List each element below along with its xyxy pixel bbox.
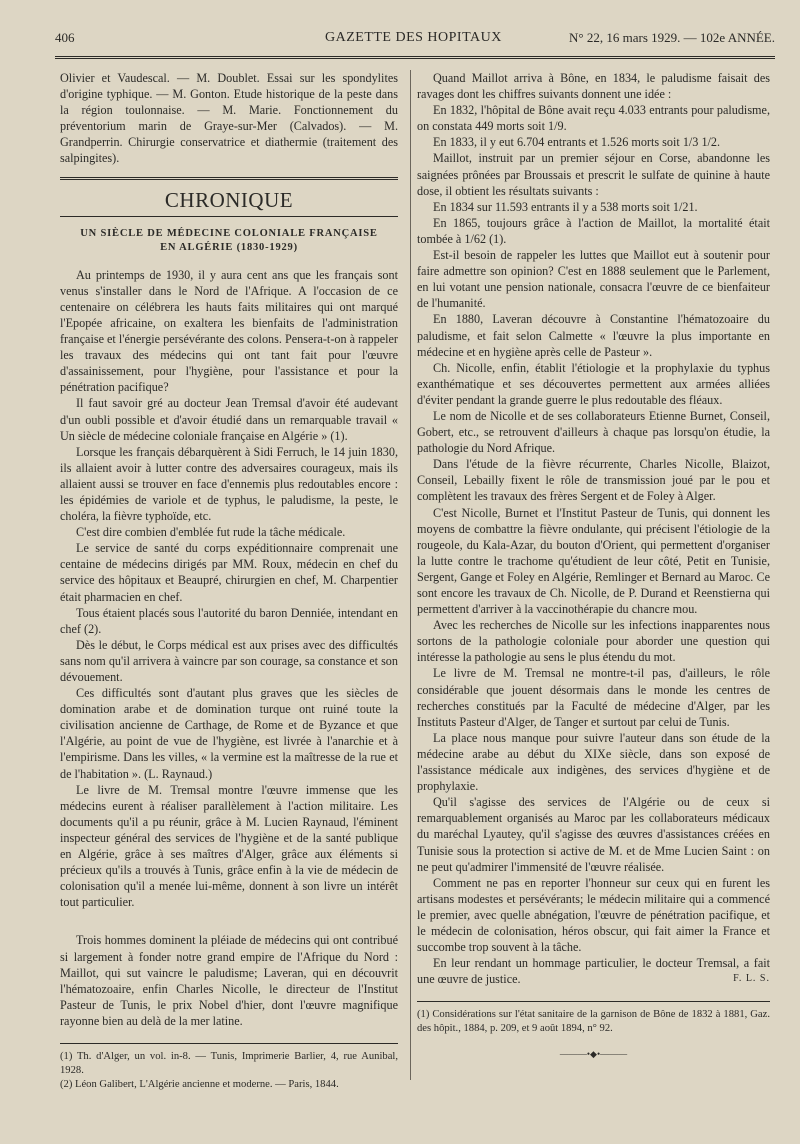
paragraph: Il faut savoir gré au docteur Jean Tremsal d'avoir été audevant d'un oubli possible et d'avoir étudié dans un remarquable travail « Un siècle de médecine coloniale française en Algérie » (1). bbox=[60, 396, 398, 443]
paragraph: Au printemps de 1930, il y aura cent ans que les français sont venus s'installer dans le Nord de l'Afrique. A l'occasion de ce centenaire on célébrera les hauts faits militaires qui ont marqué l'Epopée africaine, on exaltera les bienfaits de l'administration française et l'énergie persévérante des colons. Pensera-t-on à rappeler les travaux des médecins qui ont tant fait pour l'œuvre d'assainissement, pour l'hygiène, pour l'assistance et pour la pénétration pacifique? bbox=[60, 267, 398, 395]
paragraph-last bbox=[417, 955, 770, 987]
paragraph: Comment ne pas en reporter l'honneur sur ceux qui en furent les artisans modestes et persévérants; le médecin militaire qui a commencé le premier, avec quelle abnégation, l'œuvre de pénétration pacifique, et le médecin de colonisation, héros obscur, qui fait aimer la France et succombe trop souvent à la tâche. bbox=[417, 875, 770, 955]
journal-title: GAZETTE DES HOPITAUX bbox=[325, 30, 502, 45]
paragraph: Avec les recherches de Nicolle sur les infections inapparentes nous sortons de la pathologie coloniale pour aborder une question qui intéresse la pathologie au sens le plus étendu du mot. bbox=[417, 618, 770, 665]
column-divider bbox=[410, 70, 411, 1080]
paragraph: Le livre de M. Tremsal ne montre-t-il pas, d'ailleurs, le rôle considérable que jouent désormais dans le monde les centres de recherches constitués par la Faculté de médecine d'Alger, par les Instituts Pasteur d'Alger, de Tanger et surtout par celui de Tunis. bbox=[417, 666, 770, 729]
right-column bbox=[417, 70, 770, 1062]
paragraph: Ch. Nicolle, enfin, établit l'étiologie et la prophylaxie du typhus exanthématique et ses découvertes permettent aux armées alliées d'éviter pendant la grande guerre le plus redoutable des fléaux. bbox=[417, 360, 770, 407]
article-title bbox=[60, 227, 398, 255]
issue-info: N° 22, 16 mars 1929. — 102e ANNÉE. bbox=[569, 30, 775, 45]
paragraph: En 1832, l'hôpital de Bône avait reçu 4.033 entrants pour paludisme, on constata 449 morts soit 1/9. bbox=[417, 103, 770, 134]
article-title-line2: EN ALGÉRIE (1830-1929) bbox=[160, 241, 298, 253]
signature: F. L. S. bbox=[733, 973, 770, 985]
page-header bbox=[55, 30, 775, 50]
paragraph-gap bbox=[60, 910, 398, 932]
paragraph: Qu'il s'agisse des services de l'Algérie ou de ceux si remarquablement organisés au Maroc par les collaborateurs médicaux du maréchal Lyautey, qu'il s'agisse des œuvres d'assistances créées en Tunisie sous la protection si active de M. et de Mme Lucien Saint : on ne peut qu'admirer l'immensité de l'œuvre réalisée. bbox=[417, 795, 770, 874]
section-title: CHRONIQUE bbox=[164, 187, 294, 212]
paragraph-text: En leur rendant un hommage particulier, le docteur Tremsal, a fait une œuvre de justice. bbox=[417, 956, 770, 987]
paragraph: La place nous manque pour suivre l'auteur dans son étude de la médecine arabe au début du XIXe siècle, dans son exposé de l'assistance médicale aux indigènes, des services d'hygiène et de prophylaxie. bbox=[417, 730, 770, 794]
paragraph: En 1833, il y eut 6.704 entrants et 1.526 morts soit 1/3 1/2. bbox=[433, 135, 721, 150]
paragraph: Tous étaient placés sous l'autorité du baron Denniée, intendant en chef (2). bbox=[60, 605, 398, 636]
footnotes-left bbox=[60, 1043, 398, 1092]
paragraph: Ces difficultés sont d'autant plus graves que les siècles de domination arabe et de domination turque ont ruiné toute la civilisation ancienne de Carthage, de Rome et de Byzance et que l'Algérie, au point de vue de l'hygiène, est livrée à l'anarchie et à l'empirisme. Dans les villes, « la vermine est la maîtresse de la rue et de l'habitation ». (L. Raynaud.) bbox=[60, 686, 398, 781]
article-title-line1: UN SIÈCLE DE MÉDECINE COLONIALE FRANÇAISE bbox=[80, 227, 378, 239]
paragraph: En 1880, Laveran découvre à Constantine l'hématozoaire du paludisme, et fait selon Calmette « l'œuvre la plus importante en médecine et en hygiène après celle de Pasteur ». bbox=[417, 312, 770, 359]
paragraph: Trois hommes dominent la pléiade de médecins qui ont contribué si largement à fonder notre grand empire de l'Afrique du Nord : Maillot, qui sut vaincre le paludisme; Laveran, qui en découvrit l'hématozoaire, enfin Charles Nicolle, le directeur de l'Institut Pasteur de Tunis, le prix Nobel d'hier, dont l'œuvre magnifique rayonne bien au delà de la mer latine. bbox=[60, 933, 398, 1028]
paragraph: Le livre de M. Tremsal montre l'œuvre immense que les médecins eurent à réaliser parallèlement à l'action militaire. Les documents qu'il a pu réunir, grâce à M. Lucien Raynaud, l'éminent inspecteur général des services de l'hygiène et de la santé publique en Algérie, grâce à ses maîtres d'Alger, grâce aux éléments si précieux qu'ils a trouvés à Tunis, grâce enfin à la vie de médecin de colonisation qu'il a menée lui-même, donnent à son livre un intérêt tout particulier. bbox=[60, 782, 398, 910]
footnote: (1) Th. d'Alger, un vol. in-8. — Tunis, Imprimerie Barlier, 4, rue Aunibal, 1928. bbox=[60, 1050, 398, 1076]
paragraph: Quand Maillot arriva à Bône, en 1834, le paludisme faisait des ravages dont les chiffres suivants donnent une idée : bbox=[417, 71, 770, 102]
paragraph: Dès le début, le Corps médical est aux prises avec des difficultés sans nom qu'il arrivera à vaincre par son courage, sa constance et son dévouement. bbox=[60, 637, 398, 684]
paragraph: C'est Nicolle, Burnet et l'Institut Pasteur de Tunis, qui donnent les moyens de combattre la fièvre ondulante, qui précisent l'étiologie de la rougeole, du Kala-Azar, du bouton d'Orient, qui permettent d'organiser la lutte contre le trachome qu'étudient de leur côté, Petit en Tunisie, Sergent, Gange et Foley en Algérie, Remlinger et Bernard au Maroc. Ce sont encore les travaux de Ch. Nicolle, de P. Durand et Reenstierna qui permettent d'arriver à la vaccinothérapie du chancre mou. bbox=[417, 505, 770, 617]
footnotes-right bbox=[417, 1001, 770, 1036]
section-rule bbox=[60, 177, 398, 180]
footnote: (2) Léon Galibert, L'Algérie ancienne et moderne. — Paris, 1844. bbox=[60, 1078, 339, 1090]
paragraph: Est-il besoin de rappeler les luttes que Maillot eut à soutenir pour faire admettre son opinion? C'est en 1888 seulement que le Parlement, en lui votant une pension nationale, consacra l'œuvre de ce bienfaiteur de l'humanité. bbox=[417, 248, 770, 311]
end-ornament: ———•◆•——— bbox=[559, 1049, 628, 1060]
header-rule bbox=[55, 56, 775, 59]
paragraph: En 1865, toujours grâce à l'action de Maillot, la mortalité était tombée à 1/62 (1). bbox=[417, 215, 770, 246]
paragraph: Lorsque les français débarquèrent à Sidi Ferruch, le 14 juin 1830, ils allaient avoir à lutter contre des adversaires courageux, mais ils allaient aussi se trouver en face d'ennemis plus redoutables encore : les épidémies de variole et de typhus, le paludisme, la peste, le choléra, la fièvre typhoïde, etc. bbox=[60, 444, 398, 524]
paragraph: Le service de santé du corps expéditionnaire comprenait une centaine de médecins dirigés par MM. Roux, médecin en chef du service des hôpitaux et Beaupré, chirurgien en chef, M. Charpentier était pharmacien en chef. bbox=[60, 541, 398, 604]
left-column bbox=[60, 70, 398, 1092]
footnote: (1) Considérations sur l'état sanitaire de la garnison de Bône de 1832 à 1881, Gaz. des hôpit., 1884, p. 209, et 9 août 1894, n° 92. bbox=[417, 1009, 770, 1035]
page-number: 406 bbox=[55, 30, 75, 45]
paragraph: C'est dire combien d'emblée fut rude la tâche médicale. bbox=[76, 525, 346, 540]
intro-paragraph: Olivier et Vaudescal. — M. Doublet. Essai sur les spondylites d'origine typhique. — M. Gonton. Etude historique de la peste dans la région toulonnaise. — M. Marie. Fonctionnement du préventorium marin de Graye-sur-Mer (Calvados). — M. Grandperrin. Chirurgie conservatrice et diathermie (traitement des salpingites). bbox=[60, 71, 398, 166]
paragraph: Dans l'étude de la fièvre récurrente, Charles Nicolle, Blaizot, Conseil, Lebailly fixent le rôle de transmission joué par le pou et complètent les travaux des frères Sergent et de Foley à Alger. bbox=[417, 457, 770, 504]
paragraph: Maillot, instruit par un premier séjour en Corse, abandonne les saignées prônées par Broussais et prescrit le sulfate de quinine à haute dose, il obtient les résultats suivants : bbox=[417, 151, 770, 198]
paragraph: Le nom de Nicolle et de ses collaborateurs Etienne Burnet, Conseil, Gobert, etc., se retrouvent d'ailleurs à chaque pas lorsqu'on étudie, la pathologie du Nord Afrique. bbox=[417, 408, 770, 456]
section-rule-thin bbox=[60, 216, 398, 217]
paragraph: En 1834 sur 11.593 entrants il y a 538 morts soit 1/21. bbox=[433, 199, 698, 214]
